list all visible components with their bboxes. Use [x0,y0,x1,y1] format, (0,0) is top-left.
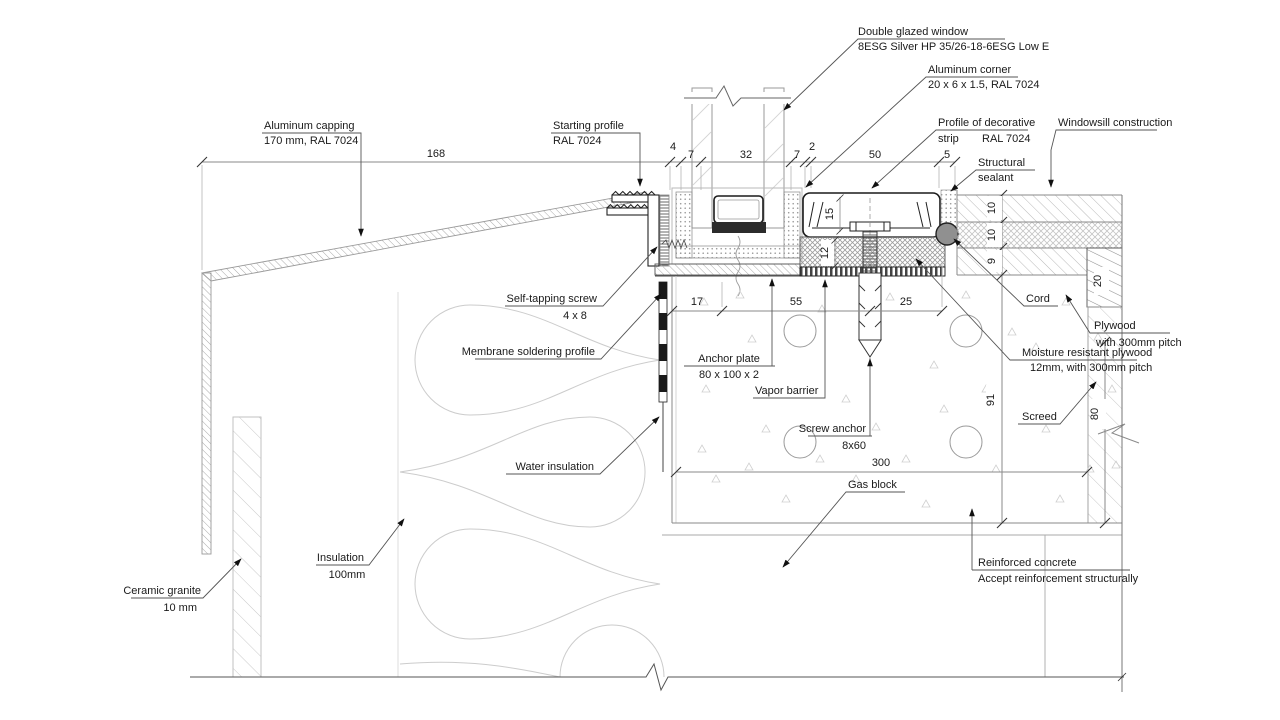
dim-label: 50 [868,149,882,161]
dim-label: 91 [985,393,997,407]
label-structural-sealant: Structural [978,157,1026,169]
label-anchor-plate: Anchor plate [698,353,760,365]
label-decorative-strip-spec: RAL 7024 [982,133,1031,145]
label-vapor-barrier: Vapor barrier [755,385,819,397]
label-reinforced-concrete-spec: Accept reinforcement structurally [978,573,1139,585]
label-screw-anchor: Screw anchor [798,423,866,435]
label-plywood: Plywood [1094,320,1136,332]
dim-20 [1092,267,1109,295]
label-self-tapping-screw: Self-tapping screw [506,293,597,305]
label-gas-block: Gas block [848,479,897,491]
label-water-insulation: Water insulation [515,461,594,473]
spacer-seal-bar [712,222,766,233]
label-moisture-plywood: Moisture resistant plywood [1022,347,1153,359]
label-decorative-strip-2: strip [938,133,959,145]
dim-label: 15 [824,207,836,221]
dim-label: 7 [687,149,695,161]
dim-label: 80 [1089,407,1101,421]
dim-label: 17 [690,296,704,308]
label-self-tapping-screw-spec: 4 x 8 [563,310,587,322]
label-decorative-strip: Profile of decorative [938,117,1036,129]
dim-label: 168 [426,148,446,160]
dim-label: 25 [899,296,913,308]
label-ceramic-granite-spec: 10 mm [163,602,197,614]
label-screw-anchor-spec: 8x60 [842,440,866,452]
label-moisture-plywood-spec: 12mm, with 300mm pitch [1030,362,1153,374]
dim-label: 2 [808,141,816,153]
label-insulation-spec: 100mm [328,569,366,581]
ribbed-gasket [660,195,669,266]
label-membrane-soldering-profile: Membrane soldering profile [461,346,595,358]
label-starting-profile-spec: RAL 7024 [553,135,602,147]
label-plywood-spec: with 300mm pitch [1096,337,1182,349]
dim-label: 12 [819,246,831,260]
label-aluminum-corner-spec: 20 x 6 x 1.5, RAL 7024 [928,79,1040,91]
label-starting-profile: Starting profile [553,120,624,132]
label-screed: Screed [1022,411,1057,423]
label-aluminum-capping: Aluminum capping [264,120,355,132]
label-anchor-plate-spec: 80 x 100 x 2 [699,369,759,381]
dim-label: 9 [986,257,998,265]
dim-label: 4 [669,141,677,153]
label-insulation: Insulation [316,552,364,564]
dim-label: 10 [986,228,998,242]
label-double-glazed-window: Double glazed window [858,26,969,38]
label-aluminum-capping-spec: 170 mm, RAL 7024 [264,135,359,147]
anchor-plate [655,264,800,275]
label-cord: Cord [1026,293,1050,305]
label-ceramic-granite: Ceramic granite [123,585,201,597]
cord-backer-rod [936,223,958,245]
dim-label: 5 [943,149,951,161]
dim-label: 300 [871,457,891,469]
label-structural-sealant-2: sealant [978,172,1014,184]
ceramic-granite-panel [233,417,261,677]
dim-label: 32 [739,149,753,161]
dim-label: 20 [1092,274,1104,288]
label-windowsill-construction: Windowsill construction [1058,117,1173,129]
label-reinforced-concrete: Reinforced concrete [978,557,1077,569]
dim-label: 10 [986,201,998,215]
dim-label: 55 [789,296,803,308]
label-double-glazed-window-spec: 8ESG Silver HP 35/26-18-6ESG Low E [858,41,1050,53]
dim-label: 7 [793,149,801,161]
label-aluminum-corner: Aluminum corner [928,64,1012,76]
